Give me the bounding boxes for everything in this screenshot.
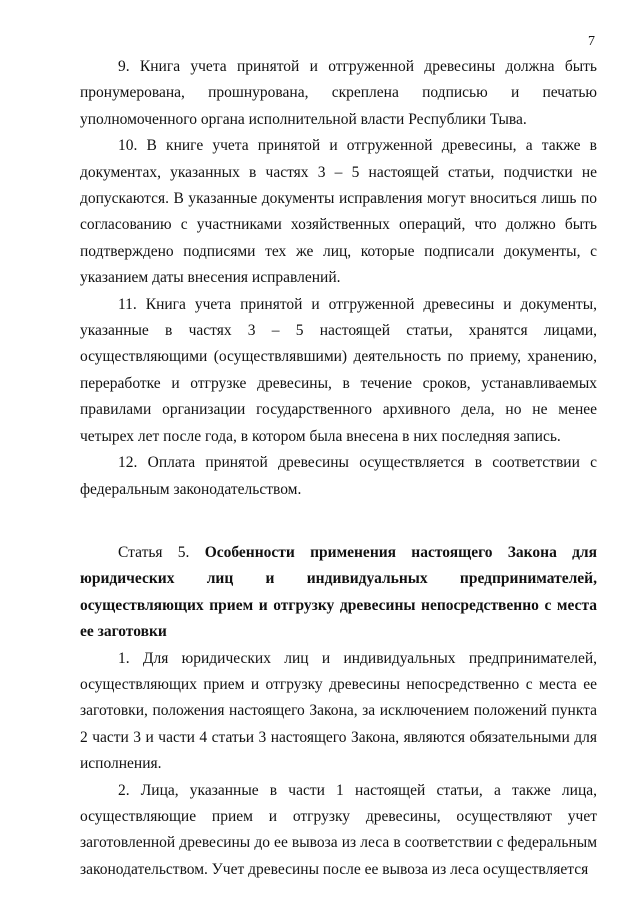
document-body xyxy=(80,54,597,883)
article-label: Статья 5. xyxy=(118,543,190,561)
article-paragraph-1: 1. Для юридических лиц и индивидуальных предпринимателей, осуществляющих прием и отгрузку древесины непосредственно с места ее заготовки, положения настоящего Закона, за исключением положений пункта 2 части 3 и части 4 статьи 3 настоящего Закона, являются обязательными для исполнения. xyxy=(80,649,597,773)
paragraph-10: 10. В книге учета принятой и отгруженной древесины, а также в документах, указанных в частях 3 – 5 настоящей статьи, подчистки не допускаются. В указанные документы исправления могут вноситься лишь по согласованию с участниками хозяйственных операций, что должно быть подтверждено подписями тех же лиц, которые подписали документы, с указанием даты внесения исправлений. xyxy=(80,137,597,287)
paragraph-12: 12. Оплата принятой древесины осуществляется в соответствии с федеральным законодательством. xyxy=(80,454,597,498)
paragraph-9: 9. Книга учета принятой и отгруженной древесины должна быть пронумерована, прошнурована, скреплена подписью и печатью уполномоченного органа исполнительной власти Республики Тыва. xyxy=(80,58,597,128)
paragraph-11: 11. Книга учета принятой и отгруженной древесины и документы, указанные в частях 3 – 5 настоящей статьи, хранятся лицами, осуществляющими (осуществлявшими) деятельность по приему, хранению, переработке и отгрузке древесины, в течение сроков, устанавливаемых правилами организации государственного архивного дела, но не менее четырех лет после года, в котором была внесена в них последняя запись. xyxy=(80,295,597,445)
section-gap xyxy=(80,503,597,540)
page-number: 7 xyxy=(588,34,595,49)
article-paragraph-2: 2. Лица, указанные в части 1 настоящей статьи, а также лица, осуществляющие прием и отгрузку древесины, осуществляют учет заготовленной древесины до ее вывоза из леса в соответствии с федеральным законодательством. Учет древесины после ее вывоза из леса осуществляется xyxy=(80,781,597,878)
article-title: Особенности применения настоящего Закона для юридических лиц и индивидуальных предпринимателей, осуществляющих прием и отгрузку древесины непосредственно с места ее заготовки xyxy=(80,543,597,641)
article-heading xyxy=(80,540,597,646)
